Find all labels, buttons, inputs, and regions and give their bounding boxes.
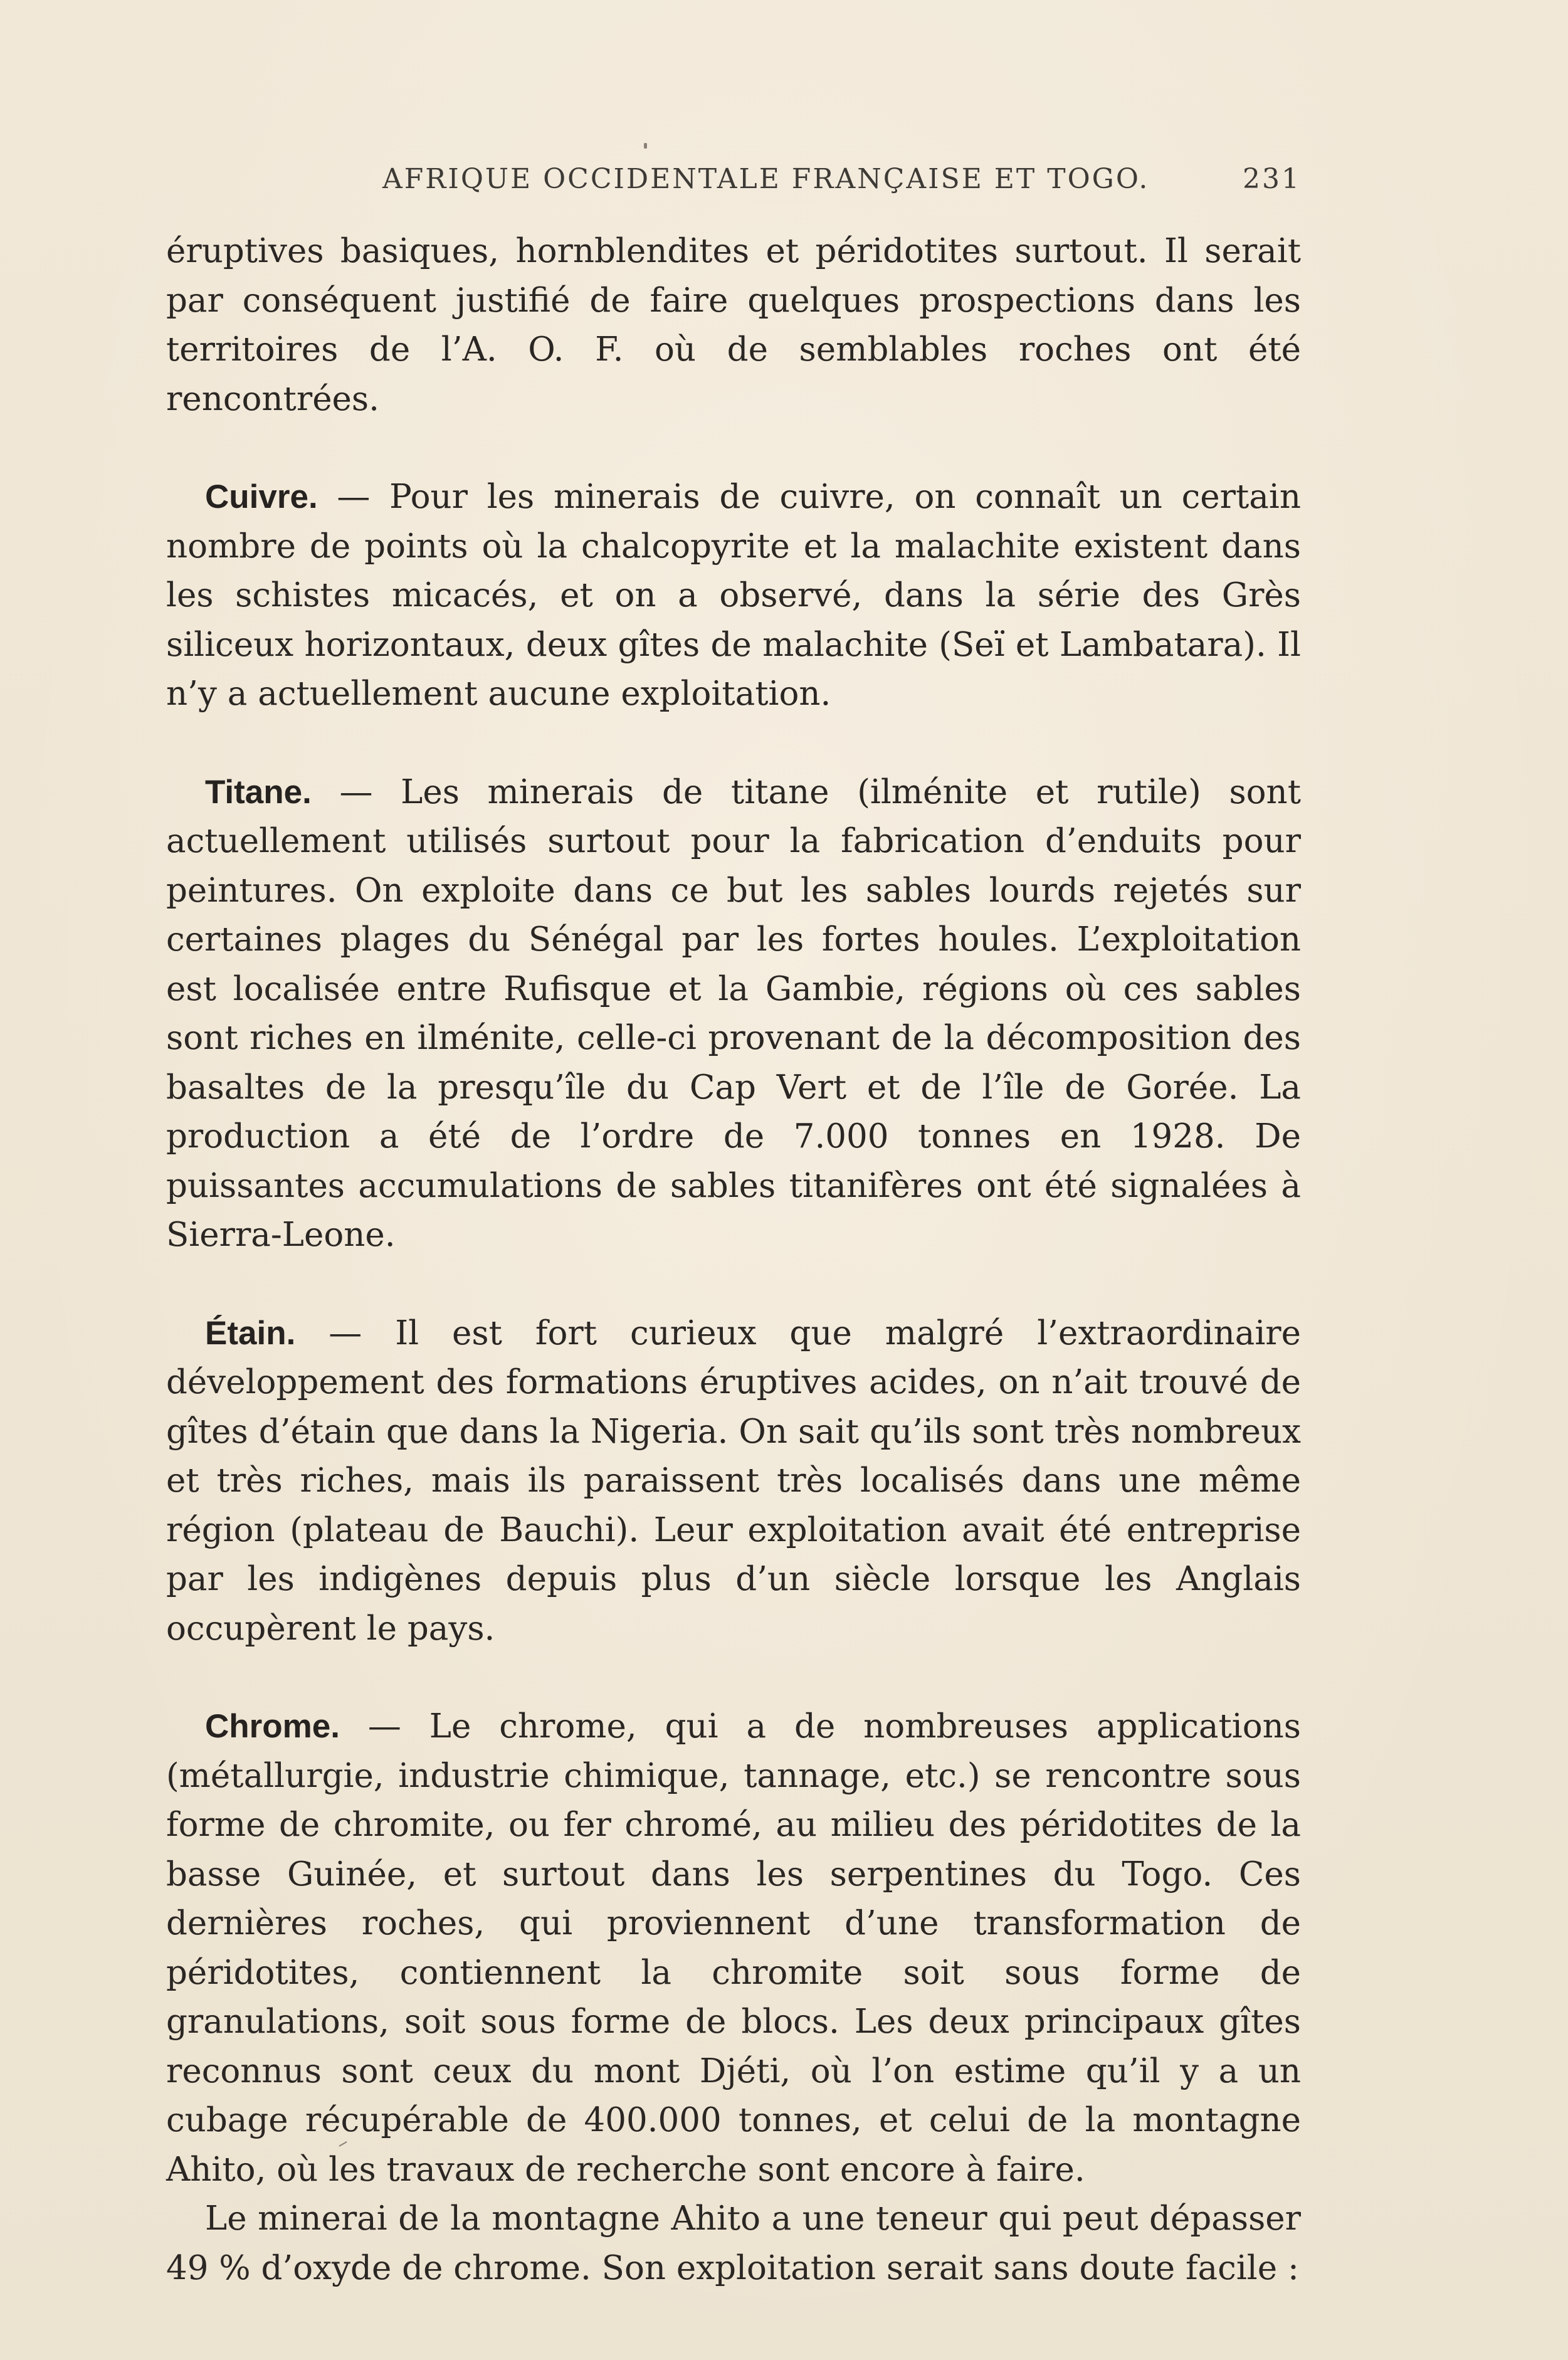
paragraph-chrome-continued	[166, 2194, 1301, 2293]
paragraph-text: éruptives basiques, hornblendites et péridotites surtout. Il serait par conséquent justifié de faire quelques prospections dans les territoires de l’A. O. F. où de semblables roches ont été rencontrées.	[166, 232, 1301, 418]
section-heading-chrome: Chrome.	[205, 1708, 340, 1745]
section-etain	[166, 1309, 1301, 1654]
section-heading-etain: Étain.	[205, 1314, 296, 1352]
ink-speck	[644, 143, 647, 149]
paragraph-text: — Le chrome, qui a de nombreuses applications (métallurgie, industrie chimique, tannage, etc.) se rencontre sous forme de chromite, ou fer chromé, au milieu des péridotites de la basse Guinée, et surtout dans les serpentines du Togo. Ces dernières roches, qui proviennent d’une transformation de péridotites, contiennent la chromite soit sous forme de granulations, soit sous forme de blocs. Les deux principaux gîtes reconnus sont ceux du mont Djéti, où l’on estime qu’il y a un cubage récupérable de 400.000 tonnes, et celui de la montagne Ahito, où les travaux de recherche sont encore à faire.	[166, 1707, 1301, 2189]
section-heading-cuivre: Cuivre.	[205, 478, 318, 515]
section-titane	[166, 768, 1301, 1260]
section-heading-titane: Titane.	[205, 773, 312, 811]
section-chrome	[166, 1702, 1301, 2194]
running-header	[166, 163, 1301, 207]
paragraph-text: — Pour les minerais de cuivre, on connaît un certain nombre de points où la chalcopyrite et la malachite existent dans les schistes micacés, et on a observé, dans la série des Grès siliceux horizontaux, deux gîtes de malachite (Seï et Lambatara). Il n’y a actuellement aucune exploitation.	[166, 478, 1301, 713]
section-cuivre	[166, 473, 1301, 719]
paragraph-text: — Les minerais de titane (ilménite et rutile) sont actuellement utilisés surtout pour la fabrication d’enduits pour peintures. On exploite dans ce but les sables lourds rejetés sur certaines plages du Sénégal par les fortes houles. L’exploitation est localisée entre Rufisque et la Gambie, régions où ces sables sont riches en ilménite, celle-ci provenant de la décomposition des basaltes de la presqu’île du Cap Vert et de l’île de Gorée. La production a été de l’ordre de 7.000 tonnes en 1928. De puissantes accumulations de sables titanifères ont été signalées à Sierra-Leone.	[166, 772, 1301, 1254]
body-text	[166, 227, 1301, 2293]
running-title: AFRIQUE OCCIDENTALE FRANÇAISE ET TOGO.	[382, 163, 1150, 195]
paragraph-text: — Il est fort curieux que malgré l’extraordinaire développement des formations éruptives acides, on n’ait trouvé de gîtes d’étain que dans la Nigeria. On sait qu’ils sont très nombreux et très riches, mais ils paraissent très localisés dans une même région (plateau de Bauchi). Leur exploitation avait été entreprise par les indigènes depuis plus d’un siècle lorsque les Anglais occupèrent le pays.	[166, 1314, 1301, 1648]
page-number: 231	[1243, 163, 1301, 195]
paragraph-continuation	[166, 227, 1301, 424]
paragraph-text: Le minerai de la montagne Ahito a une teneur qui peut dépasser 49 % d’oxyde de chrome. Son exploitation serait sans doute facile :	[166, 2199, 1301, 2287]
